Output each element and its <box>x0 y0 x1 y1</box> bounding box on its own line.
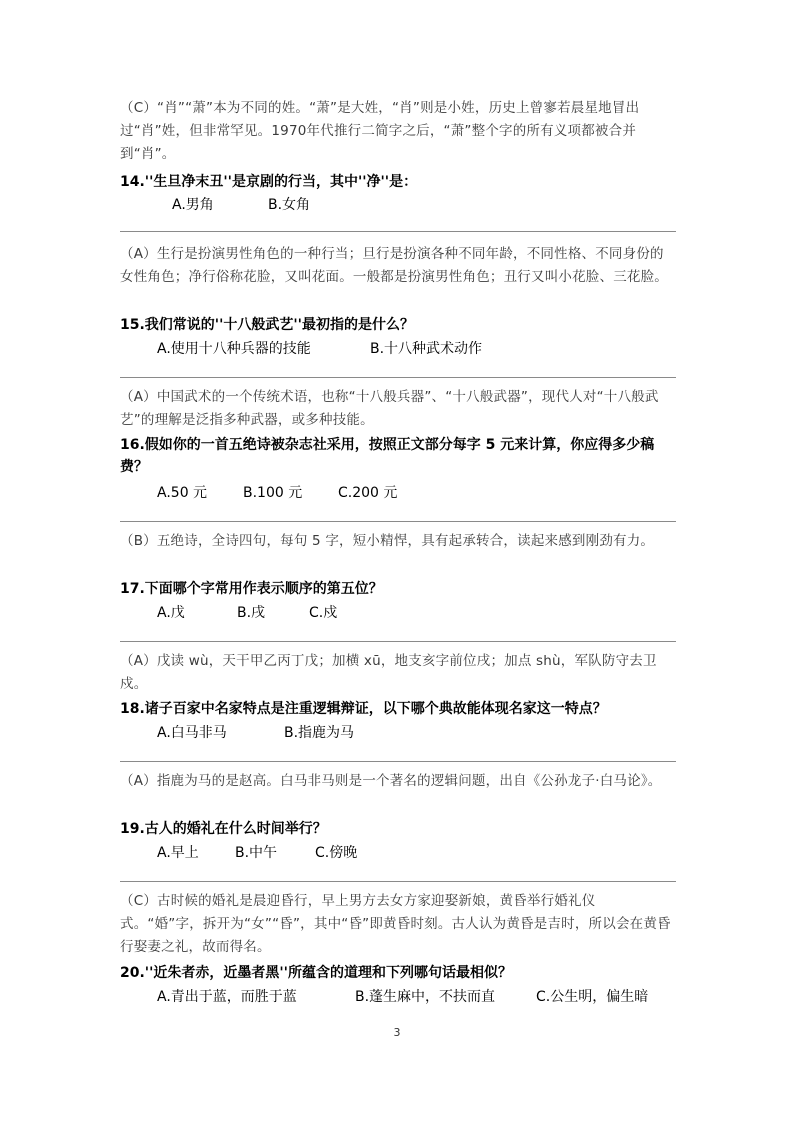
question-15: 15.我们常说的''十八般武艺''最初指的是什么？ <box>120 317 414 333</box>
answer-explanation-16: （B）五绝诗，全诗四句，每句 5 字，短小精悍，具有起承转合，读起来感到刚劲有力。 <box>120 533 655 549</box>
option-18-a[interactable]: A.白马非马 <box>157 725 227 741</box>
option-19-b[interactable]: B.中午 <box>235 845 278 861</box>
question-18: 18.诸子百家中名家特点是注重逻辑辩证，以下哪个典故能体现名家这一特点？ <box>120 701 607 717</box>
option-15-b[interactable]: B.十八种武术动作 <box>370 341 483 357</box>
option-20-a[interactable]: A.青出于蓝，而胜于蓝 <box>157 989 297 1005</box>
option-17-c[interactable]: C.戍 <box>309 605 338 621</box>
divider <box>120 231 676 232</box>
option-14-a[interactable]: A.男角 <box>172 197 214 213</box>
option-20-b[interactable]: B.蓬生麻中，不扶而直 <box>355 989 496 1005</box>
option-16-a[interactable]: A.50 元 <box>157 485 208 501</box>
option-15-a[interactable]: A.使用十八种兵器的技能 <box>157 341 311 357</box>
option-17-a[interactable]: A.戊 <box>157 605 185 621</box>
question-20: 20.''近朱者赤，近墨者黑''所蕴含的道理和下列哪句话最相似？ <box>120 965 512 981</box>
option-19-a[interactable]: A.早上 <box>157 845 199 861</box>
option-14-b[interactable]: B.女角 <box>268 197 311 213</box>
option-16-c[interactable]: C.200 元 <box>338 485 398 501</box>
answer-explanation-17: （A）戊读 wù，天干甲乙丙丁戊；加横 xū，地支亥字前位戌；加点 shù，军队防守去卫戍。 <box>120 653 657 692</box>
answer-explanation-19: （C）古时候的婚礼是晨迎昏行，早上男方去女方家迎娶新娘，黄昏举行婚礼仪式。“婚”字，拆开为“女”“昏”，其中“昏”即黄昏时刻。古人认为黄昏是吉时，所以会在黄昏行娶妻之礼，故而得名。 <box>120 893 671 955</box>
question-17: 17.下面哪个字常用作表示顺序的第五位？ <box>120 581 383 597</box>
question-19: 19.古人的婚礼在什么时间举行？ <box>120 821 327 837</box>
divider <box>120 881 676 882</box>
answer-explanation-13: （C）“肖”“萧”本为不同的姓。“萧”是大姓，“肖”则是小姓，历史上曾寥若晨星地冒出过“肖”姓，但非常罕见。1970年代推行二简字之后，“萧”整个字的所有义项都被合并到“肖”。 <box>120 100 640 162</box>
page-number: 3 <box>393 1026 401 1039</box>
answer-explanation-14: （A）生行是扮演男性角色的一种行当；旦行是扮演各种不同年龄，不同性格、不同身份的女性角色；净行俗称花脸，又叫花面。一般都是扮演男性角色；丑行又叫小花脸、三花脸。 <box>120 246 668 285</box>
question-16: 16.假如你的一首五绝诗被杂志社采用，按照正文部分每字 5 元来计算，你应得多少稿费？ <box>120 437 655 475</box>
divider <box>120 761 676 762</box>
option-20-c[interactable]: C.公生明，偏生暗 <box>536 989 649 1005</box>
option-19-c[interactable]: C.傍晚 <box>315 845 358 861</box>
option-17-b[interactable]: B.戌 <box>237 605 266 621</box>
divider <box>120 377 676 378</box>
divider <box>120 521 676 522</box>
option-16-b[interactable]: B.100 元 <box>243 485 303 501</box>
answer-explanation-15: （A）中国武术的一个传统术语，也称“十八般兵器”、“十八般武器”，现代人对“十八般武艺”的理解是泛指多种武器，或多种技能。 <box>120 389 659 428</box>
answer-explanation-18: （A）指鹿为马的是赵高。白马非马则是一个著名的逻辑问题，出自《公孙龙子·白马论》。 <box>120 773 662 789</box>
option-18-b[interactable]: B.指鹿为马 <box>284 725 355 741</box>
divider <box>120 641 676 642</box>
question-14: 14.''生旦净末丑''是京剧的行当，其中''净''是： <box>120 174 418 190</box>
